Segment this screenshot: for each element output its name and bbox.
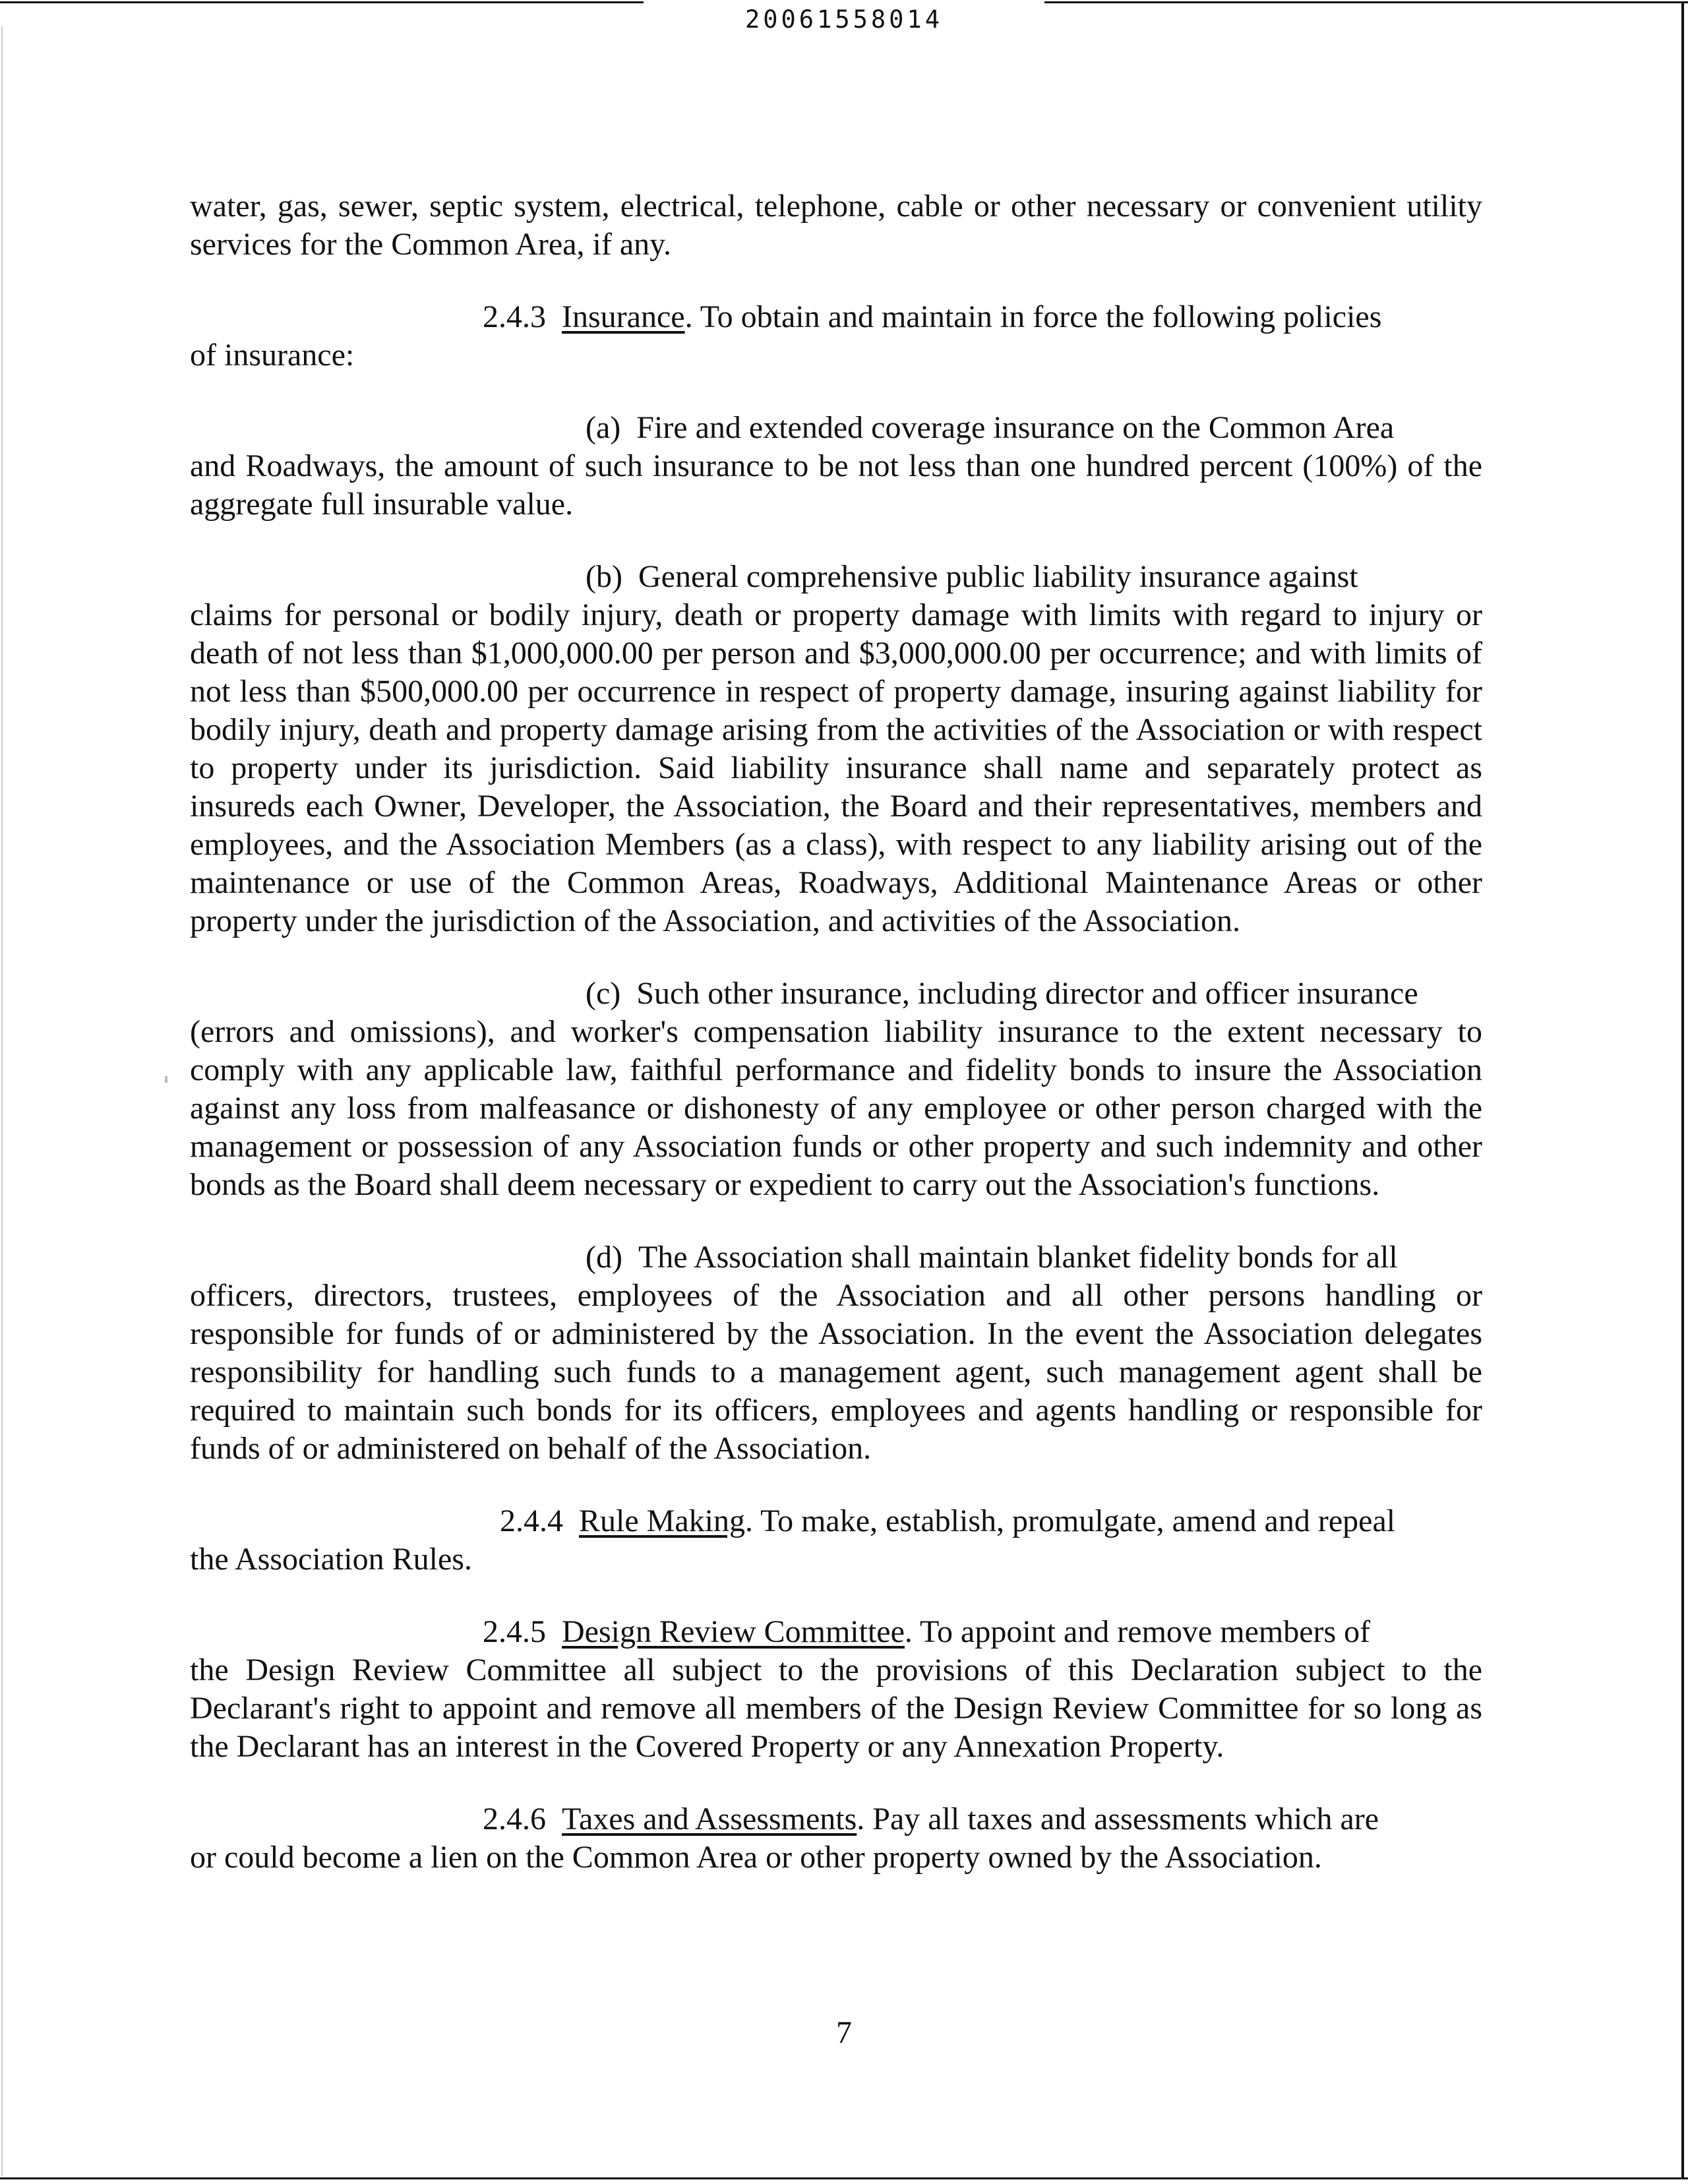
clause-a-body: and Roadways, the amount of such insurance to be not less than one hundred percent (100%) of the aggregate full insurable value. [190,448,1482,522]
clause-label: (c) [586,976,621,1011]
page-number: 7 [836,2015,852,2050]
section-number: 2.4.6 [483,1802,546,1836]
clause-label: (b) [586,559,622,594]
clause-label: (a) [586,410,621,445]
section-title: Insurance [562,299,685,334]
clause-c-first-line [190,975,1482,1013]
section-2-4-4 [190,1502,1482,1540]
clause-text: General comprehensive public liability insurance against [638,559,1358,594]
section-number: 2.4.5 [483,1614,546,1649]
section-number: 2.4.3 [483,299,546,334]
scan-speck [165,1076,167,1083]
clause-label: (d) [586,1240,622,1275]
paragraph-utility-services: water, gas, sewer, septic system, electrical, telephone, cable or other necessary or convenient utility services for the Common Area, if any. [190,189,1482,262]
section-title: Taxes and Assessments [562,1802,857,1836]
clause-b-body: claims for personal or bodily injury, death or property damage with limits with regard to injury or death of not less than $1,000,000.00 per person and $3,000,000.00 per occurrence; and with limits of not less than $500,000.00 per occurrence in respect of property damage, insuring against liability for bodily injury, death and property damage arising from the activities of the Association or with respect to property under its jurisdiction. Said liability insurance shall name and separately protect as insureds each Owner, Developer, the Association, the Board and their representatives, members and employees, and the Association Members (as a class), with respect to any liability arising out of the maintenance or use of the Common Areas, Roadways, Additional Maintenance Areas or other property under the jurisdiction of the Association, and activities of the Association. [190,597,1482,938]
scan-border-bottom [0,2177,1688,2179]
clause-a-first-line [190,409,1482,447]
clause-text: Fire and extended coverage insurance on the Common Area [636,410,1395,445]
page-content [190,187,1482,1877]
clause-text: Such other insurance, including director and officer insurance [636,976,1418,1011]
section-text: . Pay all taxes and assessments which are [857,1802,1379,1836]
clause-b-first-line [190,558,1482,596]
clause-c-body: (errors and omissions), and worker's compensation liability insurance to the extent necessary to comply with any applicable law, faithful performance and fidelity bonds to insure the Association against any loss from malfeasance or dishonesty of any employee or other person charged with the management or possession of any Association funds or other property and such indemnity and other bonds as the Board shall deem necessary or expedient to carry out the Association's functions. [190,1014,1482,1202]
scan-border-left [1,26,3,2176]
section-2-4-6 [190,1800,1482,1838]
section-title: Design Review Committee [562,1614,905,1649]
clause-d-first-line [190,1238,1482,1277]
section-2-4-3 [190,298,1482,336]
scan-border-right [1681,1,1684,2177]
section-2-4-6-continuation: or could become a lien on the Common Area or other property owned by the Association. [190,1840,1322,1875]
section-2-4-3-continuation: of insurance: [190,338,355,373]
section-text: . To obtain and maintain in force the following policies [684,299,1382,334]
clause-d-body: officers, directors, trustees, employees of the Association and all other persons handling or responsible for funds of or administered by the Association. In the event the Association delegates responsibility for handling such funds to a management agent, such management agent shall be required to maintain such bonds for its officers, employees and agents handling or responsible for funds of or administered on behalf of the Association. [190,1278,1482,1466]
section-2-4-5-continuation: the Design Review Committee all subject to the provisions of this Declaration subject to the Declarant's right to appoint and remove all members of the Design Review Committee for so long as the Declarant has an interest in the Covered Property or any Annexation Property. [190,1653,1482,1764]
section-text: . To make, establish, promulgate, amend and repeal [744,1503,1396,1538]
clause-text: The Association shall maintain blanket fidelity bonds for all [638,1240,1398,1275]
section-2-4-4-continuation: the Association Rules. [190,1542,472,1577]
section-text: . To appoint and remove members of [904,1614,1371,1649]
section-2-4-5 [190,1613,1482,1651]
section-title: Rule Making [579,1503,745,1538]
section-number: 2.4.4 [500,1503,563,1538]
document-number: 20061558014 [744,5,944,34]
